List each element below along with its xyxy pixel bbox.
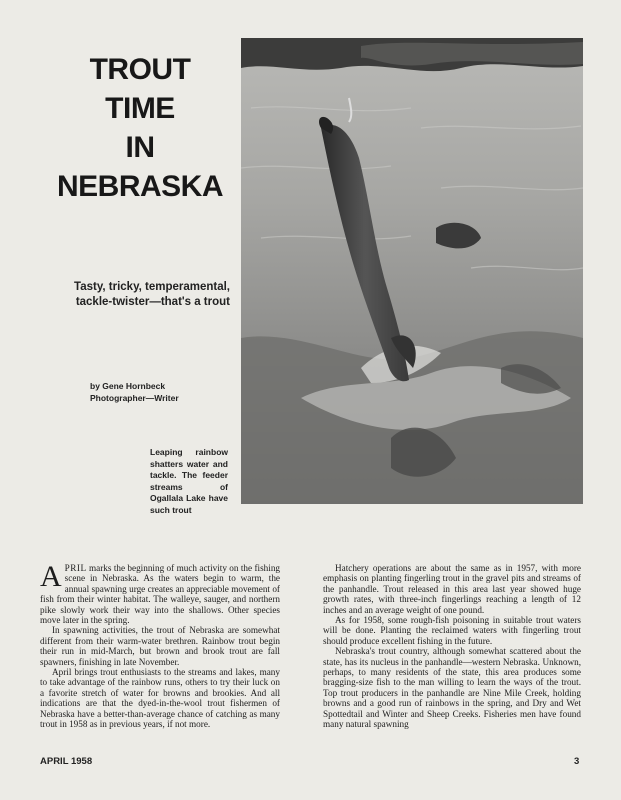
paragraph: Nebraska's trout country, although somewhat scattered about the state, has its nucleus in the panhandle—western Nebraska. Unknown, perhaps, to many residents of the state, this area produces some bragging-size fish to the man willing to learn the ways of the trout. Top trout producers in the panhandle are Nine Mile Creek, holding browns and a good run of rainbows in the spring, and Dry and Wet Spottedtail and Winter and Sheep Creeks. Fisheries men have found many natural spawning	[323, 646, 581, 730]
lead-word: PRIL	[64, 563, 87, 573]
photo-caption: Leaping rainbow shatters water and tackle. The feeder streams of Ogallala Lake have such trout	[150, 447, 228, 515]
article-column-right	[323, 563, 581, 730]
trout-photo	[241, 38, 583, 504]
paragraph: Hatchery operations are about the same as in 1957, with more emphasis on planting fingerling trout in the gravel pits and streams of the panhandle. Trout released in this area last year showed huge growth rates, with three-inch fingerlings reaching a length of 12 inches and an average weight of one pound.	[323, 563, 581, 615]
paragraph: As for 1958, some rough-fish poisoning in suitable trout waters will be done. Planting the reclaimed waters with fingerling trout should produce excellent fishing in the future.	[323, 615, 581, 646]
article-title	[50, 50, 230, 206]
title-line: NEBRASKA	[56, 170, 223, 203]
title-line: TIME	[105, 92, 175, 125]
paragraph: April brings trout enthusiasts to the streams and lakes, many to take advantage of the rainbow runs, others to try their luck on a favorite stretch of water for browns and brookies. And all indications are that the dyed-in-the-wool trout fishermen of Nebraska have a better-than-average chance of catching as many trout in 1958 as in previous years, if not more.	[40, 667, 280, 730]
byline-author: by Gene Hornbeck	[90, 381, 166, 391]
title-line: TROUT	[89, 53, 191, 86]
article-subtitle: Tasty, tricky, temperamental, tackle-twister—that's a trout	[74, 281, 230, 308]
title-line: IN	[125, 131, 155, 164]
issue-date: APRIL 1958	[40, 756, 93, 767]
article-column-left	[40, 560, 281, 730]
page-number: 3	[574, 756, 580, 767]
paragraph-text: marks the beginning of much activity on the fishing scene in Nebraska. As the waters begin to warm, the annual spawning urge creates an appreciable movement of fish from their winter habitat. The walleye, sauger, and northern pike slowly work their way into the shallows. Other species move later in the spring.	[40, 563, 281, 626]
paragraph: In spawning activities, the trout of Nebraska are somewhat different from their warm-water brethren. Rainbow trout begin their run in mid-March, but brown and brook trout are fall spawners, finishing in late November.	[40, 625, 280, 667]
paragraph	[40, 560, 281, 626]
drop-cap: A	[40, 560, 62, 593]
byline	[90, 380, 230, 404]
byline-role: Photographer—Writer	[90, 393, 179, 403]
